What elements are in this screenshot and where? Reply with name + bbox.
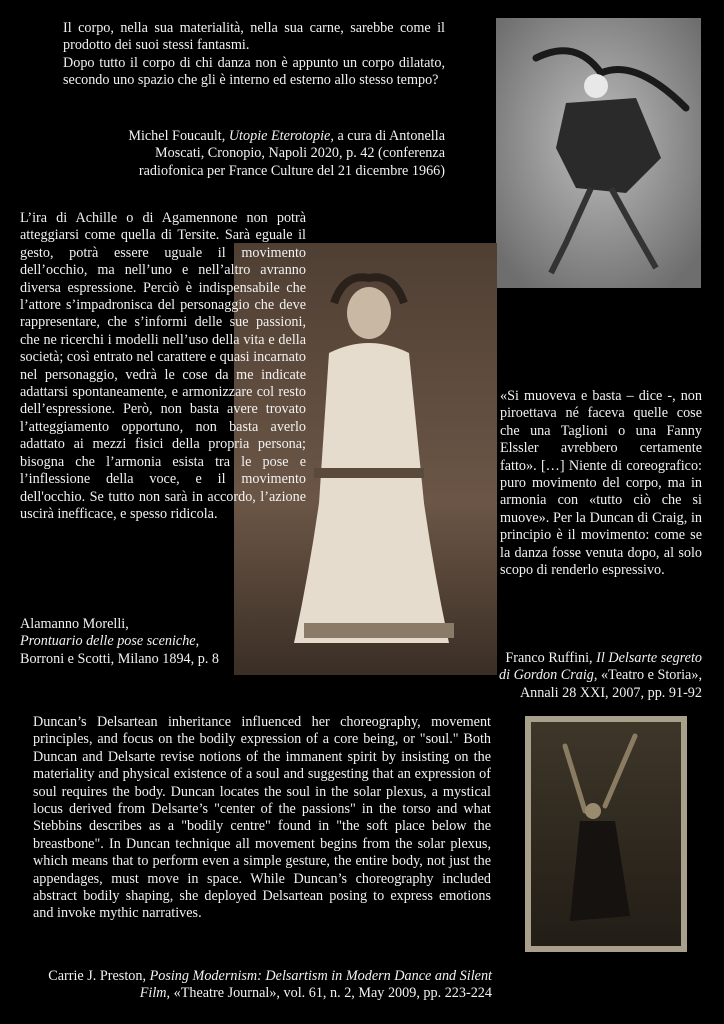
- preston-citation-author: Carrie J. Preston,: [48, 968, 150, 984]
- preston-citation-title: Posing Modernism: Delsartism in Modern Dance and Silent Film,: [139, 968, 492, 1002]
- foucault-quote-line-1: Il corpo, nella sua materialità, nella sua carne, sarebbe come il prodotto dei suoi stessi fantasmi.: [63, 20, 445, 54]
- foucault-citation: [90, 128, 445, 180]
- ruffini-quote: [500, 388, 702, 579]
- duncan-photo-icon: [525, 716, 687, 952]
- dancer-photo: [496, 18, 701, 288]
- morelli-citation: [20, 616, 220, 668]
- preston-citation-rest: «Theatre Journal», vol. 61, n. 2, May 2009, pp. 223-224: [170, 985, 492, 1002]
- ruffini-quote-text: «Si muoveva e basta – dice -, non piroettava né faceva quelle cose che una Taglioni o una Fanny Elssler avrebbero certamente fatto». […] Niente di coreografico: puro movimento del corpo, ma in armonia con «tutto ciò che si muove». Per la Duncan di Craig, in principio è il movimento: come se la danza fosse venuta dopo, al solo scopo di renderlo espressivo.: [500, 388, 702, 579]
- ruffini-citation: [495, 650, 702, 702]
- morelli-quote-text: L’ira di Achille o di Agamennone non potrà atteggiarsi come quella di Tersite. Sarà eguale il gesto, potrà essere uguale il movimento dell’occhio, ma nell’uno e nell’altro avranno diversa espressione. Perciò è indispensabile che l’attore s’impadronisca del personaggio che deve rappresentare, che s’informi delle sue passioni, che ne ricerchi i modelli nell’uso della vita e della società; così entrato nel carattere e quasi incarnato nel personaggio, vedrà le cose da me indicate adattarsi spontaneamente, e armonizzare col resto dell’espressione. Però, non basta avere trovato l’atteggiamento opportuno, non basta averlo adattato ai mezzi fisici della propria persona; bisogna che l’armonia esista tra le pose e l’inflessione della voce, e il movimento dell'occhio. Se tutto non sarà in accordo, l’azione uscirà inefficace, e spesso ridicola.: [20, 210, 306, 522]
- morelli-citation-author: Alamanno Morelli,: [20, 616, 129, 632]
- morelli-citation-title: Prontuario delle pose sceniche,: [20, 633, 200, 650]
- preston-quote-text: Duncan’s Delsartean inheritance influenced her choreography, movement principles, and focus on the bodily expression of a core being, or "soul." Both Duncan and Delsarte revise notions of the immanent spirit by insisting on the materiality and physical existence of a soul and suggesting that an expression of soul requires the body. Duncan locates the soul in the solar plexus, a mystical locus derived from Delsarte’s "center of the passions" in the torso and what Stebbins describes as a "bodily centre" found in "the soft place below the breastbone". In Duncan technique all movement begins from the solar plexus, which means that to perform even a simple gesture, the entire body, not just the appendages, must move in space. While Duncan’s choreography included abstract bodily shaping, she deployed Delsartean posing to express emotions and invoke mythic narratives.: [33, 714, 491, 922]
- ruffini-citation-author: Franco Ruffini,: [505, 650, 597, 666]
- duncan-photo: [525, 716, 687, 952]
- morelli-quote: [20, 210, 306, 523]
- foucault-citation-title: Utopie Eterotopie,: [228, 128, 334, 144]
- foucault-quote-line-2: Dopo tutto il corpo di chi danza non è appunto un corpo dilatato, secondo uno spazio che gli è interno ed esterno allo stesso tempo?: [63, 54, 445, 89]
- foucault-citation-rest: a cura di Antonella Moscati, Cronopio, Napoli 2020, p. 42 (conferenza radiofonica per France Culture del 21 dicembre 1966): [138, 128, 445, 179]
- ruffini-citation-rest: «Teatro e Storia», Annali 28 XXI, 2007, pp. 91-92: [519, 667, 702, 701]
- foucault-citation-author: Michel Foucault,: [128, 128, 229, 144]
- dancer-photo-icon: [496, 18, 701, 288]
- foucault-quote: [63, 20, 445, 90]
- morelli-citation-rest: Borroni e Scotti, Milano 1894, p. 8: [20, 650, 220, 667]
- ruffini-citation-title: Il Delsarte segreto di Gordon Craig,: [499, 650, 702, 684]
- preston-quote: [33, 714, 491, 923]
- preston-citation: [40, 968, 492, 1003]
